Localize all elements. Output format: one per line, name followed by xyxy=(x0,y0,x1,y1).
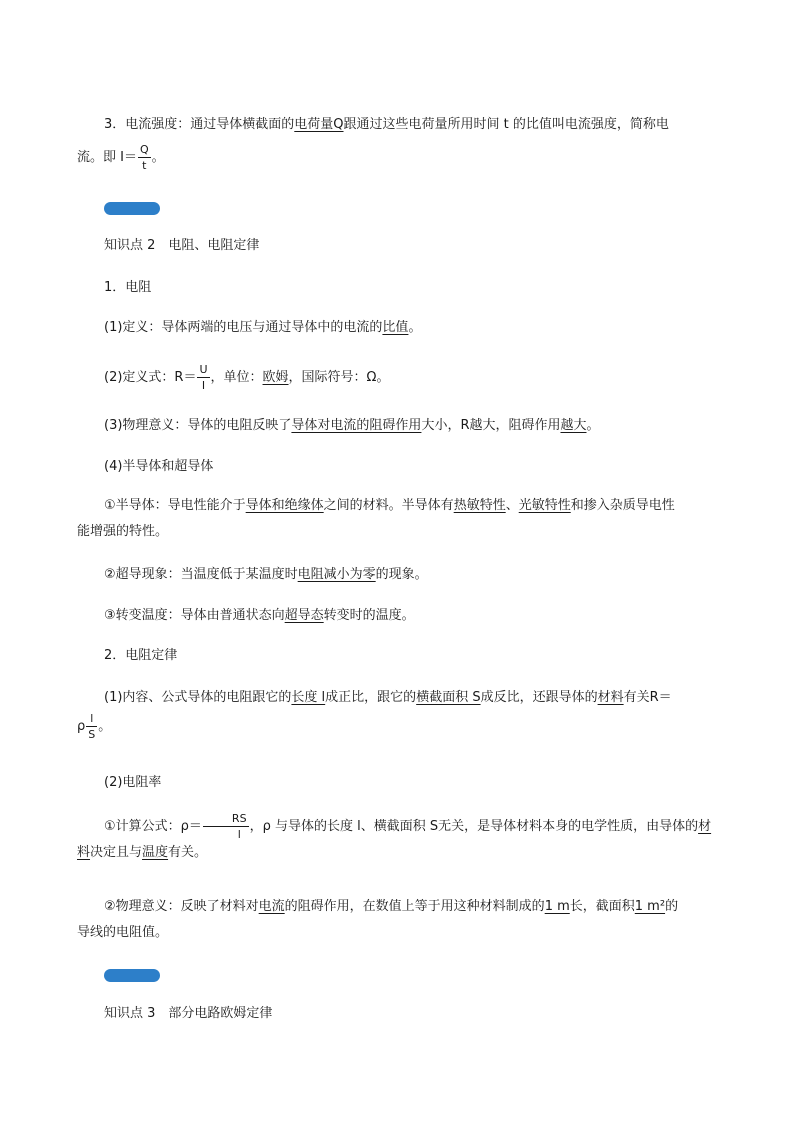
text: 和掺入杂质导电性 xyxy=(570,498,675,513)
fraction-numerator: U xyxy=(199,363,208,376)
underlined-text: 光敏特性 xyxy=(518,498,571,513)
text: 有关R＝ xyxy=(623,690,672,705)
text: ，ρ 与导体的长度 l、横截面积 S无关，是导体材料本身的电学性质，由导体的 xyxy=(249,819,699,834)
text: 有关。 xyxy=(168,845,208,860)
text: 决定且与 xyxy=(90,845,143,860)
text: 。 xyxy=(408,320,422,335)
underlined-text: 横截面积 S xyxy=(416,690,481,705)
fraction-numerator: Q xyxy=(139,143,149,156)
underlined-text: 电阻减小为零 xyxy=(297,567,376,582)
text: 导线的电阻值。 xyxy=(77,925,169,940)
text: 之间的材料。半导体有 xyxy=(323,498,454,513)
underlined-text: 热敏特性 xyxy=(453,498,506,513)
underlined-text: 比值 xyxy=(382,320,409,335)
text: 的现象。 xyxy=(375,567,428,582)
text: (1)定义：导体两端的电压与通过导体中的电流的 xyxy=(104,320,383,335)
text: 大小，R越大，阻碍作用 xyxy=(421,418,561,433)
text: 、 xyxy=(505,498,519,513)
underlined-text: 导体和绝缘体 xyxy=(245,498,324,513)
text: 。 xyxy=(151,150,165,165)
underlined-text: 材料 xyxy=(597,690,624,705)
section-1-title: 1．电阻 xyxy=(104,280,152,295)
section-2-title: 2．电阻定律 xyxy=(104,648,178,663)
physical-meaning-resistivity-paragraph xyxy=(77,894,717,946)
physical-meaning-line xyxy=(104,416,600,436)
fraction-rs-over-l xyxy=(203,813,249,840)
fraction-denominator: t xyxy=(142,159,147,172)
section-marker-bar xyxy=(104,969,160,982)
underlined-text: 长度 l xyxy=(291,690,326,705)
fraction-denominator: l xyxy=(237,828,241,841)
underlined-text: 材料 xyxy=(77,819,712,860)
underlined-text: 1 m² xyxy=(634,899,666,914)
text: ρ xyxy=(77,719,86,734)
fraction-l-over-s xyxy=(86,713,97,740)
superconductivity-line xyxy=(104,565,428,585)
text: 长，截面积 xyxy=(569,899,635,914)
underlined-text: 越大 xyxy=(560,418,587,433)
text: (1)内容、公式导体的电阻跟它的 xyxy=(104,690,292,705)
fraction-numerator: l xyxy=(86,713,97,727)
text: ，单位： xyxy=(210,370,263,385)
definition-formula-line xyxy=(104,360,389,396)
text: 跟通过这些电荷量所用时间 t 的比值叫电流强度，简称电 xyxy=(343,117,669,132)
text: 。 xyxy=(586,418,600,433)
fraction-numerator: RS xyxy=(203,813,249,827)
fraction-q-over-t xyxy=(138,144,151,171)
text: 的 xyxy=(665,899,679,914)
paragraph-current-intensity xyxy=(77,112,717,171)
semiconductor-heading: (4)半导体和超导体 xyxy=(104,459,214,474)
definition-line xyxy=(104,318,421,338)
text: (2)定义式：R＝ xyxy=(104,370,197,385)
semiconductor-paragraph xyxy=(77,493,717,545)
underlined-text: 温度 xyxy=(142,845,169,860)
text: 流。即 I＝ xyxy=(77,150,137,165)
underlined-text: 电流 xyxy=(258,899,285,914)
text: ③转变温度：导体由普通状态向 xyxy=(104,608,285,623)
underlined-text: 欧姆 xyxy=(262,370,289,385)
text: 转变时的温度。 xyxy=(323,608,415,623)
resistance-law-paragraph xyxy=(77,685,717,740)
fraction-denominator: S xyxy=(88,728,96,741)
text: ②超导现象：当温度低于某温度时 xyxy=(104,567,298,582)
text: 。 xyxy=(98,719,112,734)
calculation-paragraph xyxy=(77,813,717,866)
text: 成反比，还跟导体的 xyxy=(480,690,598,705)
text: 3．电流强度：通过导体横截面的 xyxy=(104,117,295,132)
knowledge-point-2-title: 知识点 2 电阻、电阻定律 xyxy=(104,238,260,253)
underlined-text: 1 m xyxy=(544,899,570,914)
fraction-denominator: I xyxy=(201,379,206,392)
resistivity-heading: (2)电阻率 xyxy=(104,775,162,790)
text: ①半导体：导电性能介于 xyxy=(104,498,246,513)
text: (3)物理意义：导体的电阻反映了 xyxy=(104,418,292,433)
text: 能增强的特性。 xyxy=(77,524,169,539)
text: ，国际符号：Ω。 xyxy=(288,370,390,385)
text: ②物理意义：反映了材料对 xyxy=(104,899,259,914)
transition-temperature-line xyxy=(104,606,415,626)
text: ①计算公式：ρ＝ xyxy=(104,819,202,834)
underlined-text: 超导态 xyxy=(284,608,324,623)
text: 的阻碍作用，在数值上等于用这种材料制成的 xyxy=(284,899,545,914)
knowledge-point-3-title: 知识点 3 部分电路欧姆定律 xyxy=(104,1006,273,1021)
text: 成正比，跟它的 xyxy=(325,690,417,705)
section-marker-bar xyxy=(104,202,160,215)
underlined-text: 导体对电流的阻碍作用 xyxy=(291,418,422,433)
fraction-u-over-i xyxy=(197,364,209,391)
underlined-text: 电荷量Q xyxy=(294,117,344,132)
